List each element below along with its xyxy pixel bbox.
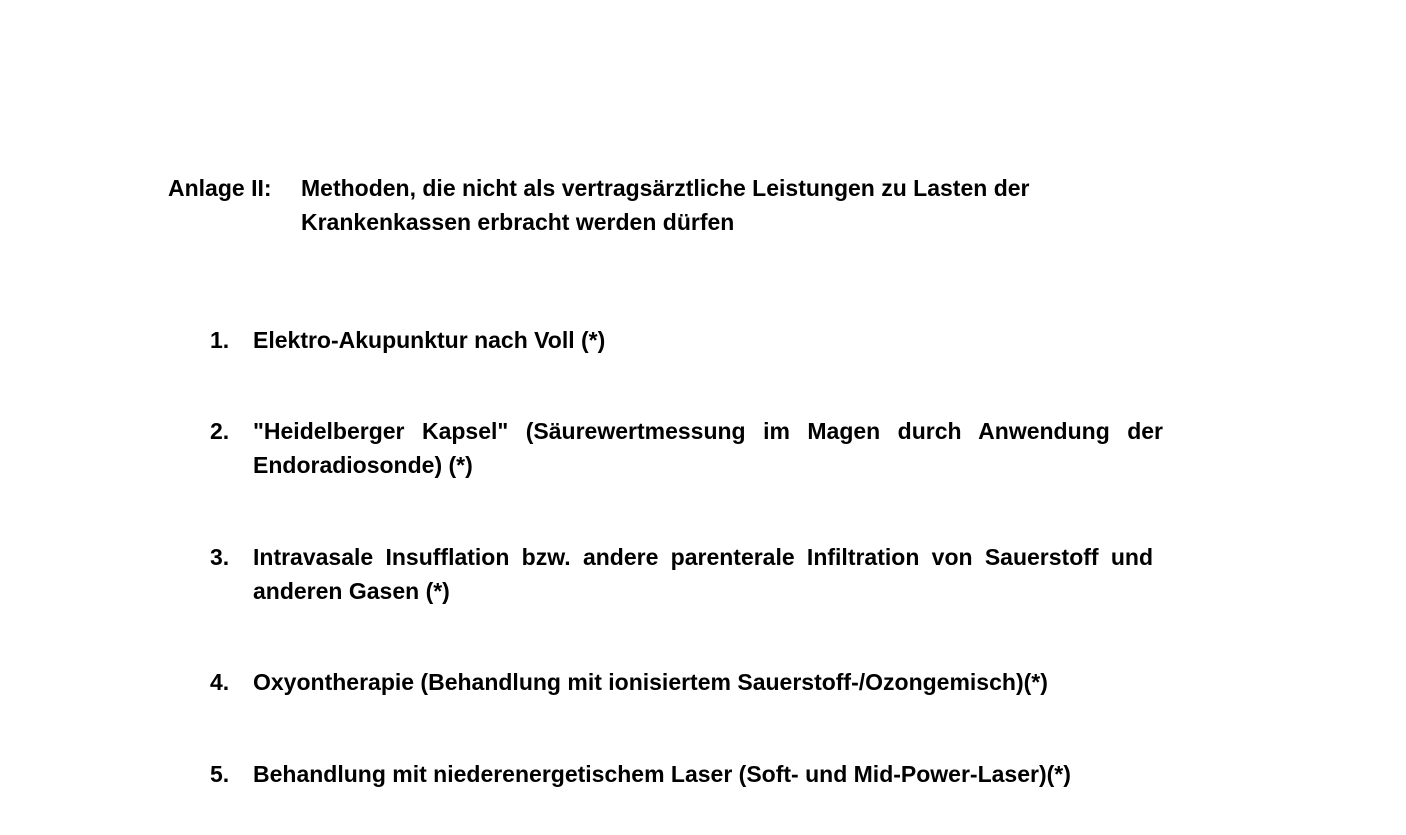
list-item-number: 2.: [210, 418, 230, 444]
list-item-text: Behandlung mit niederenergetischem Laser (Soft- und Mid-Power-Laser)(*): [253, 761, 1071, 787]
annex-label: Anlage II:: [168, 175, 272, 201]
list-item-text: "Heidelberger Kapsel" (Säurewertmessung im Magen durch Anwendung der Endoradiosonde) (*): [253, 418, 1163, 478]
annex-title: Methoden, die nicht als vertragsärztliche Leistungen zu Lasten der Krankenkassen erbracht werden dürfen: [301, 175, 1030, 235]
list-item-text: Intravasale Insufflation bzw. andere parenterale Infiltration von Sauerstoff und anderen Gasen (*): [253, 544, 1153, 604]
list-item-text: Oxyontherapie (Behandlung mit ionisiertem Sauerstoff-/Ozongemisch)(*): [253, 669, 1048, 695]
list-item-number: 1.: [210, 327, 230, 353]
list-item-number: 3.: [210, 544, 230, 570]
list-item-text: Elektro-Akupunktur nach Voll (*): [253, 327, 606, 353]
list-item-number: 4.: [210, 669, 230, 695]
list-item-number: 5.: [210, 761, 230, 787]
